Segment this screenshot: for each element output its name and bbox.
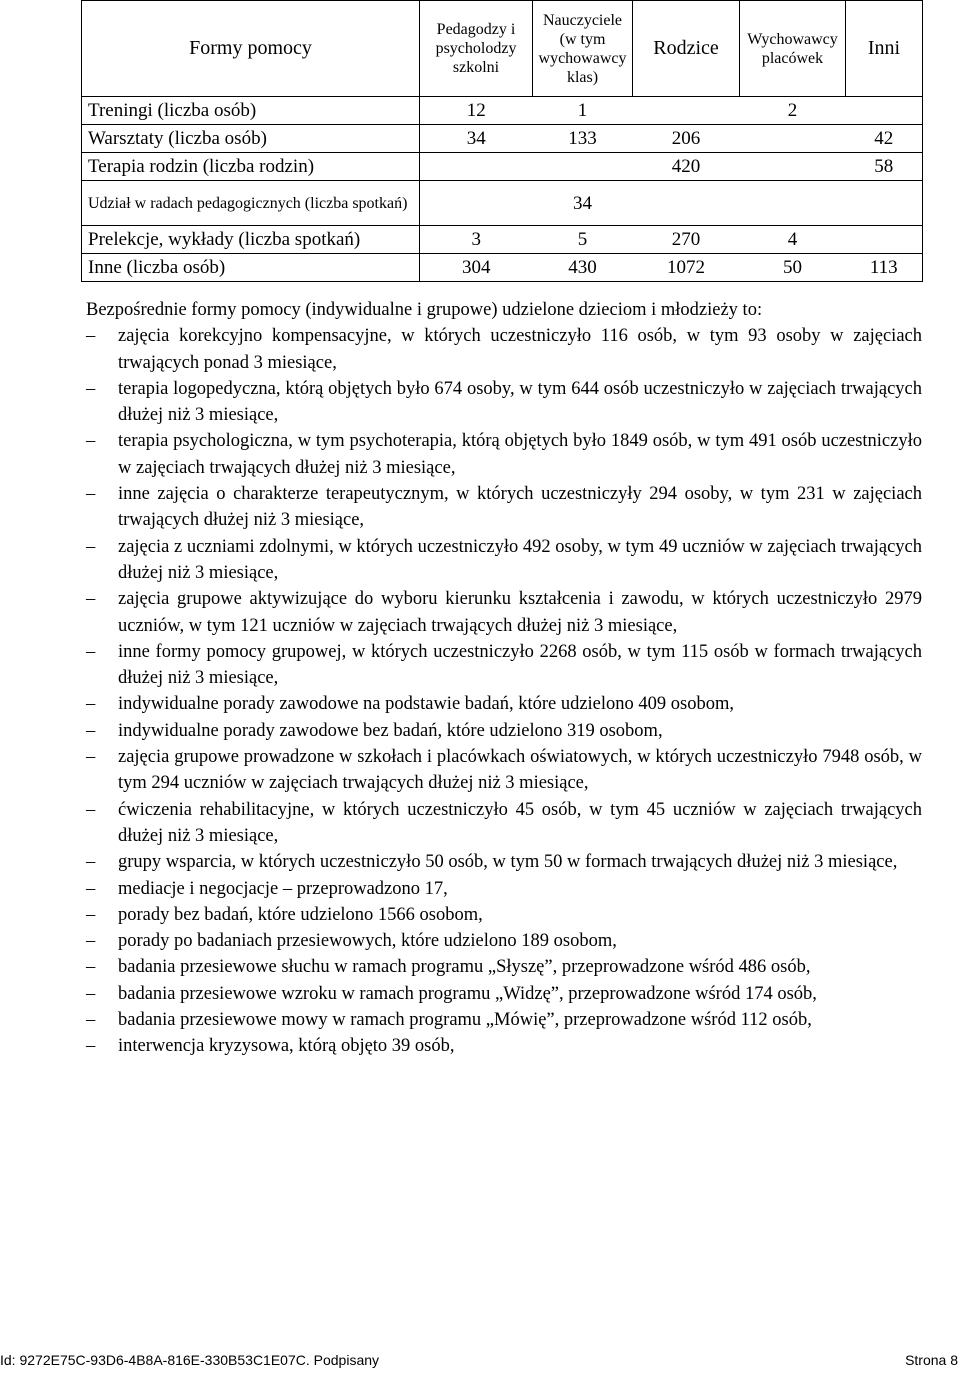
- list-item-text: inne zajęcia o charakterze terapeutycznym, w których uczestniczyły 294 osoby, w tym 231 w zajęciach trwających dłużej niż 3 miesiące,: [118, 484, 922, 531]
- header-forms: Formy pomocy: [82, 1, 420, 97]
- list-item: [86, 534, 922, 587]
- table-row: [82, 125, 923, 153]
- table-cell: 50: [740, 254, 846, 282]
- table-cell: [740, 125, 846, 153]
- table-cell: [420, 153, 533, 181]
- list-item: [86, 902, 922, 928]
- dash-bullet: –: [86, 378, 96, 399]
- dash-bullet: –: [86, 431, 96, 452]
- list-item-text: ćwiczenia rehabilitacyjne, w których uczestniczyło 45 osób, w tym 45 uczniów w zajęciach trwających dłużej niż 3 miesiące,: [118, 799, 922, 846]
- table-cell: [633, 97, 740, 125]
- dash-bullet: –: [86, 326, 96, 347]
- list-item-text: zajęcia grupowe prowadzone w szkołach i placówkach oświatowych, w których uczestniczyło 7948 osób, w tym 294 uczniów w zajęciach trwających dłużej niż 3 miesiące,: [118, 747, 922, 794]
- dash-bullet: –: [86, 641, 96, 662]
- table-cell: 4: [740, 226, 846, 254]
- table-cell: 5: [533, 226, 633, 254]
- header-others: Inni: [846, 1, 923, 97]
- list-item: [86, 639, 922, 692]
- table-cell: [846, 181, 923, 226]
- help-forms-table: [81, 0, 923, 282]
- table-cell: 420: [633, 153, 740, 181]
- list-item-text: indywidualne porady zawodowe bez badań, które udzielono 319 osobom,: [118, 720, 663, 741]
- header-pedagogues: Pedagodzy i psycholodzy szkolni: [420, 1, 533, 97]
- table-cell: 12: [420, 97, 533, 125]
- header-educators: Wychowawcy placówek: [740, 1, 846, 97]
- dash-bullet: –: [86, 931, 96, 952]
- table-row: [82, 153, 923, 181]
- dash-bullet: –: [86, 957, 96, 978]
- dash-bullet: –: [86, 852, 96, 873]
- list-item-text: zajęcia grupowe aktywizujące do wyboru kierunku kształcenia i zawodu, w których uczestniczyło 2979 uczniów, w tym 121 uczniów w zajęciach trwających dłużej niż 3 miesiące,: [118, 589, 922, 636]
- list-item: [86, 797, 922, 850]
- list-item-text: badania przesiewowe słuchu w ramach programu „Słyszę”, przeprowadzone wśród 486 osób,: [118, 957, 811, 978]
- dash-bullet: –: [86, 983, 96, 1004]
- list-item-text: zajęcia z uczniami zdolnymi, w których uczestniczyło 492 osoby, w tym 49 uczniów w zajęciach trwających dłużej niż 3 miesiące,: [118, 536, 922, 583]
- list-item: [86, 1033, 922, 1059]
- list-item-text: interwencja kryzysowa, którą objęto 39 osób,: [118, 1036, 455, 1057]
- table-row: [82, 181, 923, 226]
- row-label: Udział w radach pedagogicznych (liczba spotkań): [82, 181, 420, 226]
- list-item: [86, 586, 922, 639]
- list-item-text: porady bez badań, które udzielono 1566 osobom,: [118, 904, 483, 925]
- table-header-row: [82, 1, 923, 97]
- table-cell: [633, 181, 740, 226]
- list-item-text: badania przesiewowe wzroku w ramach programu „Widzę”, przeprowadzone wśród 174 osób,: [118, 983, 817, 1004]
- list-item-text: terapia psychologiczna, w tym psychoterapia, którą objętych było 1849 osób, w tym 491 osób uczestniczyło w zajęciach trwających dłużej niż 3 miesiące,: [118, 431, 922, 478]
- list-item: [86, 981, 922, 1007]
- list-item: [86, 691, 922, 717]
- list-item: [86, 481, 922, 534]
- dash-bullet: –: [86, 1036, 96, 1057]
- list-item: [86, 323, 922, 376]
- help-forms-list: [86, 323, 922, 1059]
- dash-bullet: –: [86, 747, 96, 768]
- table-row: [82, 226, 923, 254]
- row-label: Warsztaty (liczba osób): [82, 125, 420, 153]
- list-item: [86, 718, 922, 744]
- table-row: [82, 97, 923, 125]
- row-label: Prelekcje, wykłady (liczba spotkań): [82, 226, 420, 254]
- dash-bullet: –: [86, 589, 96, 610]
- intro-paragraph: Bezpośrednie formy pomocy (indywidualne i grupowe) udzielone dzieciom i młodzieży to:: [86, 300, 763, 320]
- header-parents: Rodzice: [633, 1, 740, 97]
- list-item: [86, 744, 922, 797]
- table-row: [82, 254, 923, 282]
- table-cell: 270: [633, 226, 740, 254]
- footer-page-number: Strona 8: [905, 1352, 958, 1368]
- row-label: Terapia rodzin (liczba rodzin): [82, 153, 420, 181]
- dash-bullet: –: [86, 720, 96, 741]
- list-item: [86, 928, 922, 954]
- table-cell: 58: [846, 153, 923, 181]
- table-cell: 1072: [633, 254, 740, 282]
- list-item: [86, 376, 922, 429]
- table-cell: 3: [420, 226, 533, 254]
- list-item-text: zajęcia korekcyjno kompensacyjne, w których uczestniczyło 116 osób, w tym 93 osoby w zajęciach trwających ponad 3 miesiące,: [118, 326, 922, 373]
- list-item-text: indywidualne porady zawodowe na podstawie badań, które udzielono 409 osobom,: [118, 694, 735, 715]
- list-item-text: grupy wsparcia, w których uczestniczyło 50 osób, w tym 50 w formach trwających dłużej niż 3 miesiące,: [118, 852, 898, 873]
- list-item: [86, 876, 922, 902]
- table-cell: 2: [740, 97, 846, 125]
- list-item-text: inne formy pomocy grupowej, w których uczestniczyło 2268 osób, w tym 115 osób w formach trwających dłużej niż 3 miesiące,: [118, 641, 922, 689]
- row-label: Treningi (liczba osób): [82, 97, 420, 125]
- dash-bullet: –: [86, 904, 96, 925]
- footer-document-id: Id: 9272E75C-93D6-4B8A-816E-330B53C1E07C. Podpisany: [0, 1352, 380, 1368]
- table-cell: [420, 181, 533, 226]
- table-cell: 206: [633, 125, 740, 153]
- list-item: [86, 954, 922, 980]
- dash-bullet: –: [86, 878, 96, 899]
- dash-bullet: –: [86, 536, 96, 557]
- dash-bullet: –: [86, 799, 96, 820]
- dash-bullet: –: [86, 1010, 96, 1031]
- dash-bullet: –: [86, 694, 96, 715]
- table-cell: 1: [533, 97, 633, 125]
- table-cell: [740, 153, 846, 181]
- table-cell: [846, 226, 923, 254]
- row-label: Inne (liczba osób): [82, 254, 420, 282]
- list-item-text: terapia logopedyczna, którą objętych było 674 osoby, w tym 644 osób uczestniczyło w zajęciach trwających dłużej niż 3 miesiące,: [118, 378, 922, 426]
- list-item: [86, 849, 922, 875]
- table-cell: 113: [846, 254, 923, 282]
- list-item-text: badania przesiewowe mowy w ramach programu „Mówię”, przeprowadzone wśród 112 osób,: [118, 1010, 812, 1031]
- dash-bullet: –: [86, 484, 96, 505]
- table-cell: 42: [846, 125, 923, 153]
- header-teachers: Nauczyciele (w tym wychowawcy klas): [533, 1, 633, 97]
- body-text: [86, 297, 922, 1060]
- table-cell: 34: [420, 125, 533, 153]
- table-cell: [846, 97, 923, 125]
- table-cell: 430: [533, 254, 633, 282]
- table-cell: 34: [533, 181, 633, 226]
- list-item: [86, 428, 922, 481]
- table-cell: 304: [420, 254, 533, 282]
- list-item: [86, 1007, 922, 1033]
- table-cell: [533, 153, 633, 181]
- table-cell: [740, 181, 846, 226]
- list-item-text: mediacje i negocjacje – przeprowadzono 17,: [118, 878, 448, 899]
- list-item-text: porady po badaniach przesiewowych, które udzielono 189 osobom,: [118, 931, 617, 952]
- table-cell: 133: [533, 125, 633, 153]
